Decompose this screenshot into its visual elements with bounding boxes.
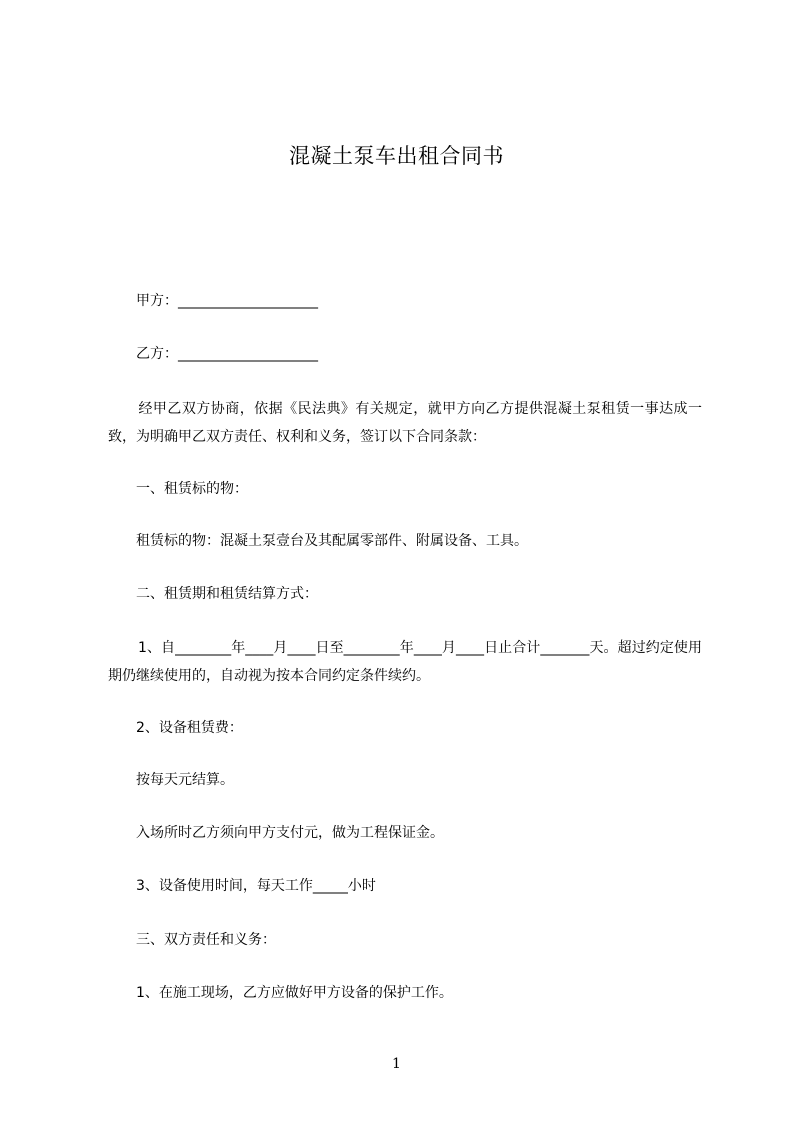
intro-text: 经甲乙双方协商，依据《民法典》有关规定，就甲方向乙方提供混凝土泵租赁一事达成一致，为明确甲乙双方责任、权利和义务，签订以下合同条款： [108, 401, 702, 445]
page-number: 1 [392, 1056, 401, 1072]
party-a-line: 甲方：____________________ [136, 293, 318, 309]
section-3-item-1: 1、在施工现场，乙方应做好甲方设备的保护工作。 [136, 985, 453, 1001]
daily-rate-line: 按每天元结算。 [136, 772, 234, 788]
rental-fee-heading: 2、设备租赁费： [136, 720, 243, 736]
document-title: 混凝土泵车出租合同书 [289, 144, 504, 168]
party-b-line: 乙方：____________________ [136, 346, 318, 362]
intro-paragraph [108, 395, 702, 451]
section-1-heading: 一、租赁标的物： [136, 481, 248, 497]
rental-period-paragraph [108, 634, 702, 690]
rental-period-text: 1、自________年____月____日至________年____月____日止合计_______天。超过约定使用期仍继续使用的，自动视为按本合同约定条件续约。 [108, 640, 702, 684]
section-1-body: 租赁标的物：混凝土泵壹台及其配属零部件、附属设备、工具。 [136, 533, 528, 549]
section-3-heading: 三、双方责任和义务： [136, 932, 276, 948]
working-hours-line: 3、设备使用时间，每天工作_____小时 [136, 878, 376, 894]
section-2-heading: 二、租赁期和租赁结算方式： [136, 586, 318, 602]
deposit-line: 入场所时乙方须向甲方支付元，做为工程保证金。 [136, 825, 444, 841]
